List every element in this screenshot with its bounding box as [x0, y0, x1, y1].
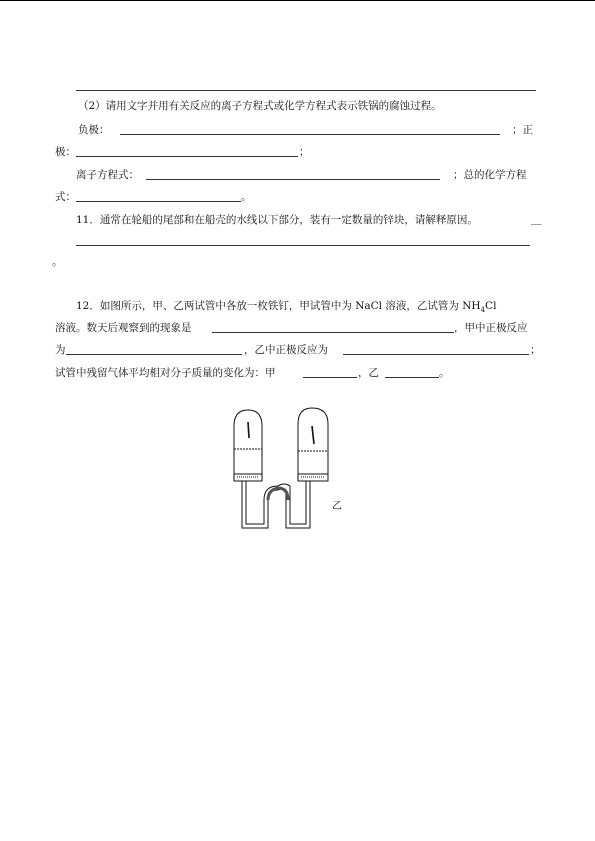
question-12-line1	[76, 299, 496, 317]
positive-sep: ；正	[512, 124, 533, 136]
page-top-rule	[0, 0, 595, 1]
left-connector-tube-inner	[246, 481, 278, 524]
total-equation-label: 式：	[55, 191, 76, 203]
question-12-line4a: 试管中残留气体平均相对分子质量的变化为：甲	[55, 367, 276, 379]
question-12-line3a: 为	[55, 344, 66, 356]
ionic-equation-answer-line	[146, 179, 440, 180]
negative-electrode-answer-line	[120, 134, 500, 135]
positive-electrode-answer-line	[76, 156, 298, 157]
left-connector-tube	[242, 481, 278, 528]
semicolon: ；	[299, 146, 310, 158]
period: 。	[241, 191, 252, 203]
question-11-answer-line	[76, 245, 530, 246]
jia-gas-answer-line	[303, 377, 357, 378]
nh4-subscript: 4	[480, 306, 486, 315]
question-12-line2b: ，甲中正极反应	[454, 322, 528, 334]
question-12-line3b: ，乙中正极反应为	[244, 344, 328, 356]
question-12-line4c: 。	[439, 367, 450, 379]
right-iron-nail	[312, 426, 314, 444]
question-11-text: 11．通常在轮船的尾部和在船壳的水线以下部分，装有一定数量的锌块，请解释原因。	[76, 214, 478, 226]
jia-positive-answer-line	[66, 354, 242, 355]
question-12-line1-end: Cl	[485, 300, 497, 312]
test-tube-apparatus-figure	[228, 404, 360, 536]
question-11-tail-blank: ＿	[531, 214, 542, 226]
question-12-line1-text: 12．如图所示，甲、乙两试管中各放一枚铁钉，甲试管中为 NaCl 溶液，乙试管为 NH	[76, 300, 481, 312]
question-10-2-prompt: （2）请用文字并用有关反应的离子方程式或化学方程式表示铁锅的腐蚀过程。	[78, 100, 442, 112]
phenomenon-answer-line	[212, 332, 454, 333]
figure-label-yi: 乙	[332, 501, 342, 512]
question-12-line3c: ；	[530, 344, 541, 356]
negative-electrode-label: 负极：	[78, 124, 110, 136]
question-12-line4b: ，乙	[358, 367, 379, 379]
ionic-equation-label: 离子方程式：	[76, 169, 139, 181]
total-equation-answer-line	[76, 201, 241, 202]
left-iron-nail	[248, 422, 249, 438]
positive-electrode-label: 极：	[55, 146, 76, 158]
question-11-period: 。	[52, 256, 63, 268]
left-test-tube	[234, 410, 262, 476]
yi-positive-answer-line	[343, 354, 529, 355]
question-12-line2a: 溶液。数天后观察到的现象是	[55, 322, 192, 334]
total-equation-sep: ；总的化学方程	[453, 169, 527, 181]
answer-line	[76, 90, 536, 91]
yi-gas-answer-line	[385, 377, 439, 378]
